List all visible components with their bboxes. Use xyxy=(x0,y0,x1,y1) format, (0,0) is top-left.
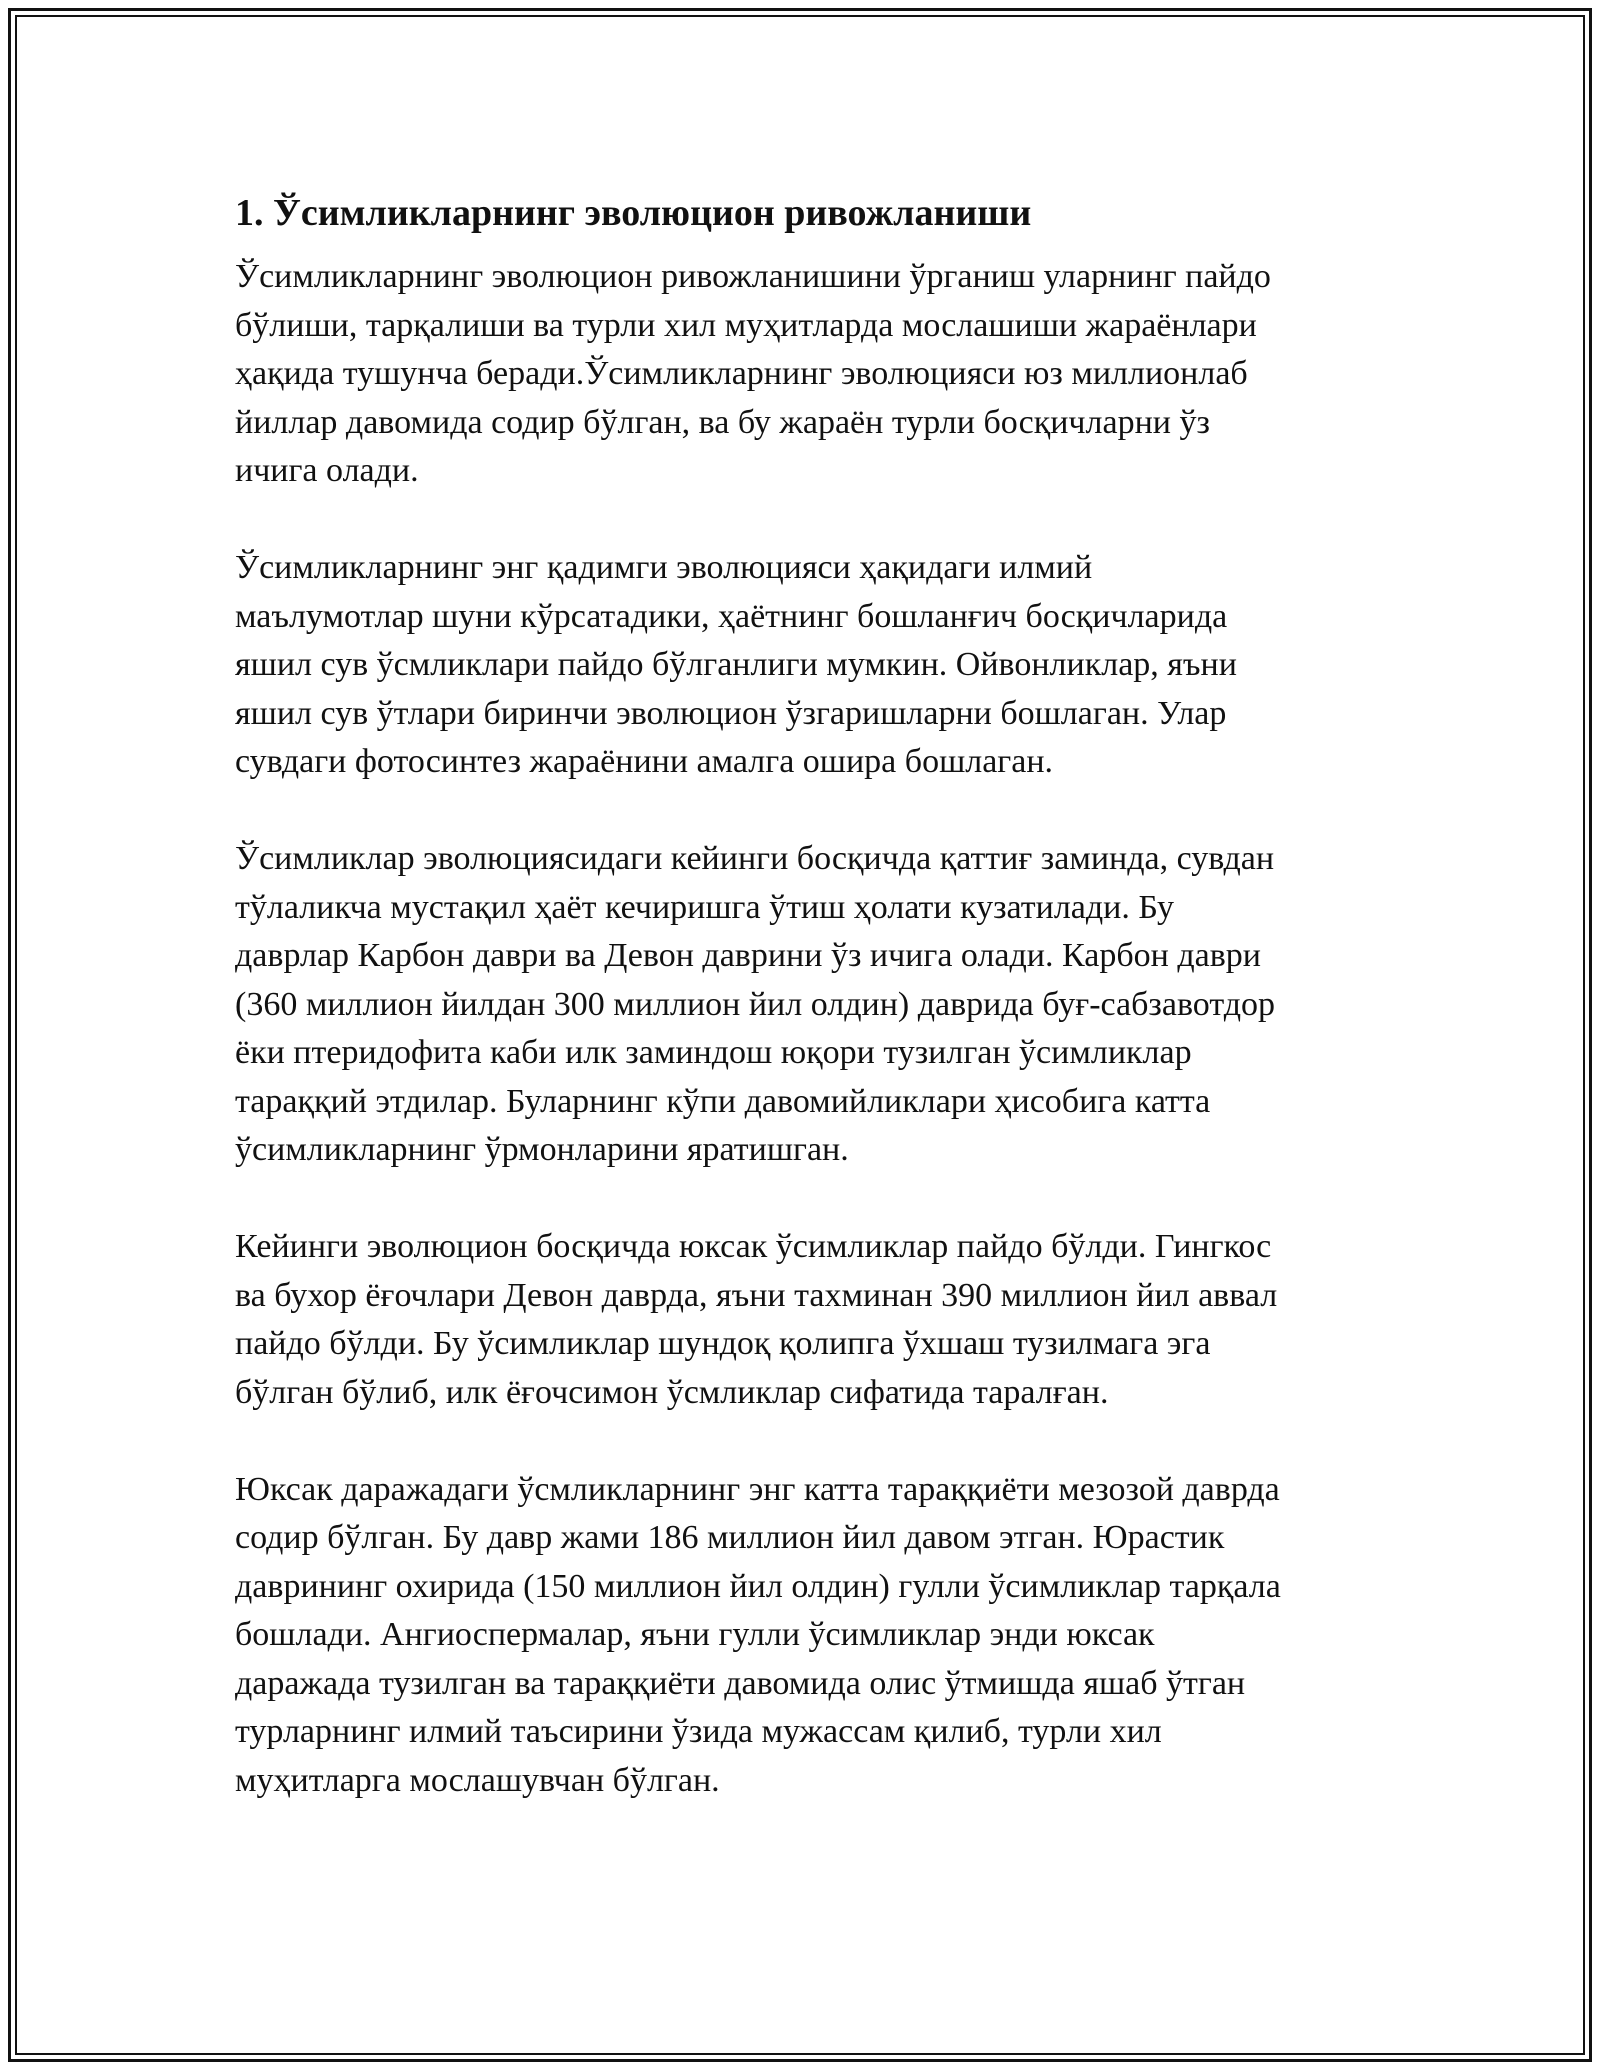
section-heading: 1. Ўсимликларнинг эволюцион ривожланиши xyxy=(235,192,1032,234)
paragraph-2: Ўсимликларнинг энг қадимги эволюцияси ҳақидаги илмий маълумотлар шуни кўрсатадики, ҳаётнинг бошланғич босқичларида яшил сув ўсмликлари пайдо бўлганлиги мумкин. Ойвонликлар, яъни яшил сув ўтлари биринчи эволюцион ўзгаришларни бошлаган. Улар сувдаги фотосинтез жараёнини амалга ошира бошлаган. xyxy=(235,549,1237,780)
paragraph-3: Ўсимликлар эволюциясидаги кейинги босқичда қаттиғ заминда, сувдан тўлаликча мустақил ҳаёт кечиришга ўтиш ҳолати кузатилади. Бу даврлар Карбон даври ва Девон даврини ўз ичига олади. Карбон даври (360 миллион йилдан 300 миллион йил олдин) даврида буғ-сабзавотдор ёки птеридофита каби илк заминдош юқори тузилган ўсимликлар тараққий этдилар. Буларнинг кўпи давомийликлари ҳисобига катта ўсимликларнинг ўрмонларини яратишган. xyxy=(235,840,1276,1168)
document-body xyxy=(235,185,1385,1854)
paragraph-4: Кейинги эволюцион босқичда юксак ўсимликлар пайдо бўлди. Гингкос ва бухор ёғочлари Девон даврда, яъни тахминан 390 миллион йил аввал пайдо бўлди. Бу ўсимликлар шундоқ қолипга ўхшаш тузилмага эга бўлган бўлиб, илк ёғочсимон ўсмликлар сифатида таралған. xyxy=(235,1228,1278,1411)
paragraph-1: Ўсимликларнинг эволюцион ривожланишини ўрганиш уларнинг пайдо бўлиши, тарқалиши ва турли хил муҳитларда мослашиши жараёнлари ҳақида тушунча беради.Ўсимликларнинг эволюцияси юз миллионлаб йиллар давомида содир бўлган, ва бу жараён турли босқичларни ўз ичига олади. xyxy=(235,258,1271,489)
paragraph-5: Юксак даражадаги ўсмликларнинг энг катта тараққиёти мезозой даврда содир бўлган. Бу давр жами 186 миллион йил давом этган. Юрастик даврининг охирида (150 миллион йил олдин) гулли ўсимликлар тарқала бошлади. Ангиоспермалар, яъни гулли ўсимликлар энди юксак даражада тузилган ва тараққиёти давомида олис ўтмишда яшаб ўтган турларнинг илмий таъсирини ўзида мужассам қилиб, турли хил муҳитларга мослашувчан бўлган. xyxy=(235,1470,1281,1799)
